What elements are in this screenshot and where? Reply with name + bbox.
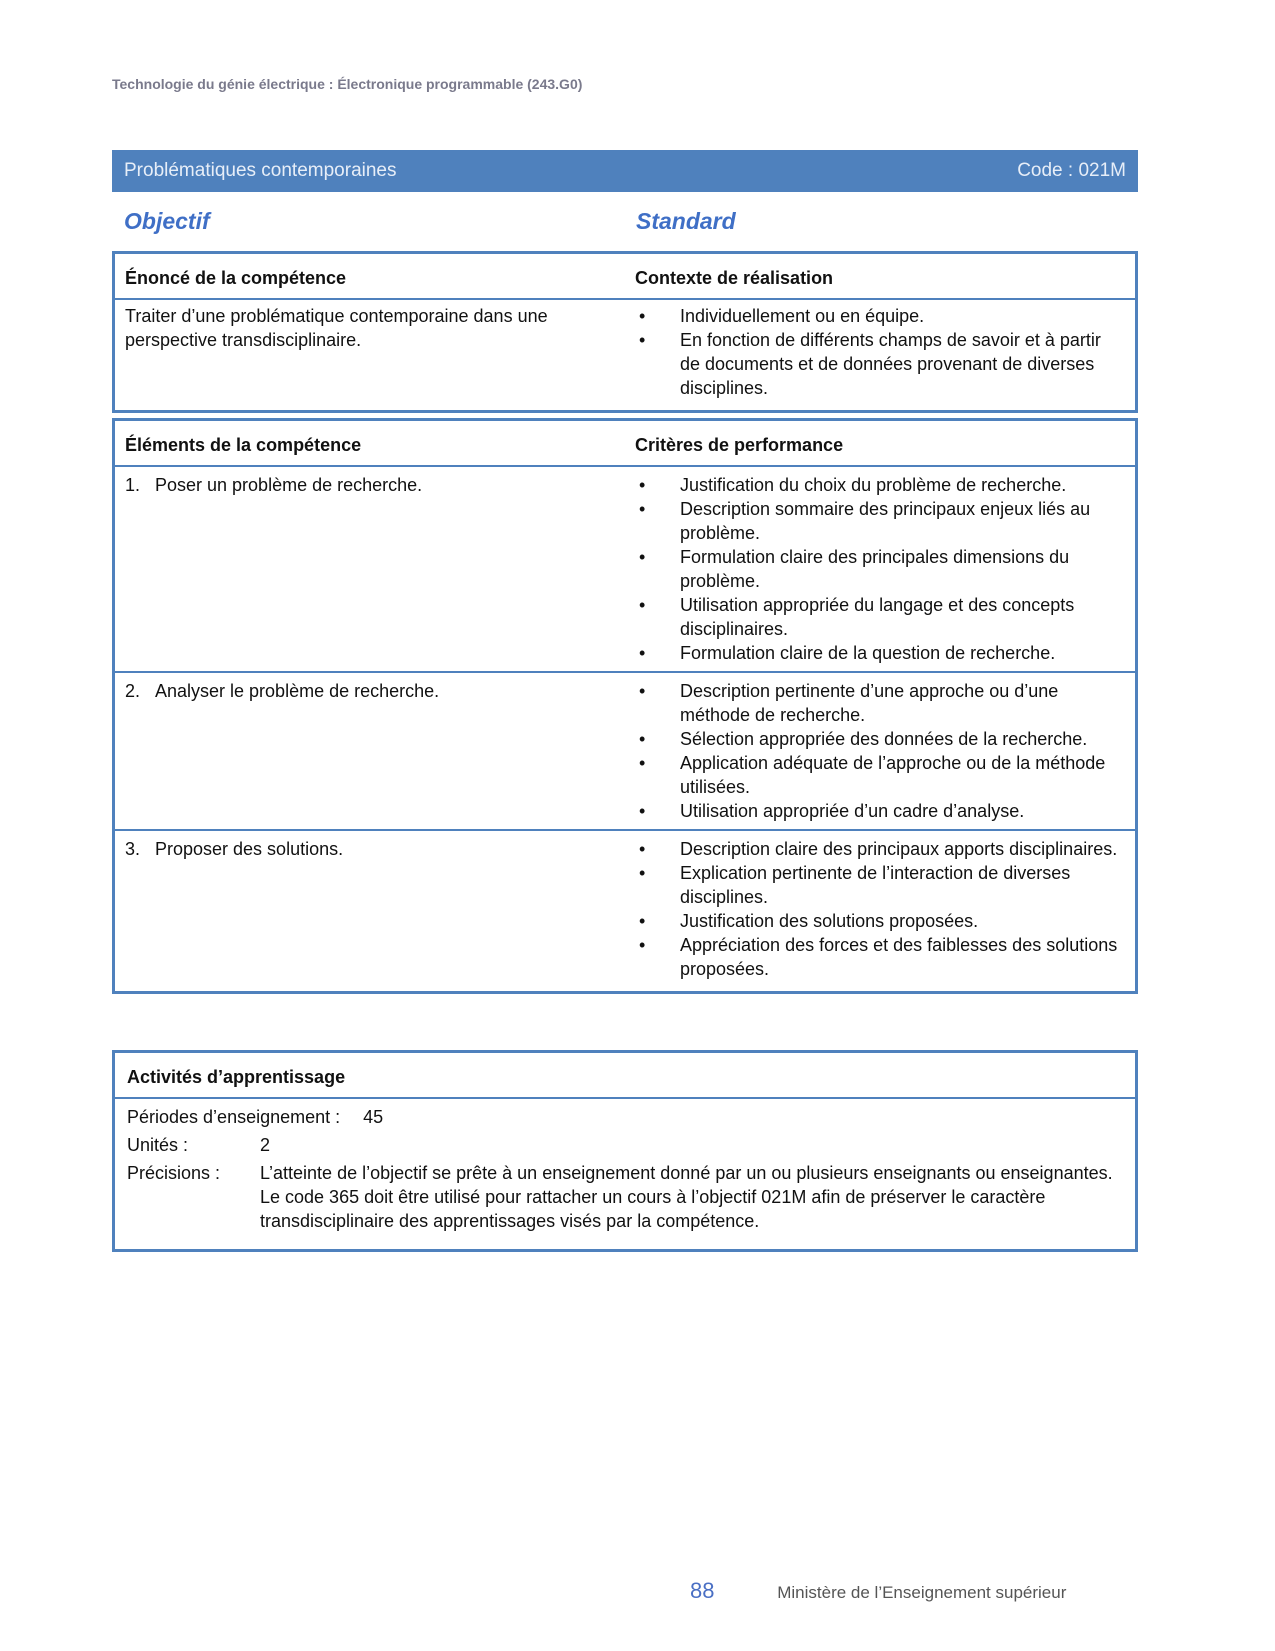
periods-row [127,1105,1123,1129]
criterion-item: • Explication pertinente de l’interaction de diverses disciplines. [635,861,1125,909]
criterion-item: • Description pertinente d’une approche ou d’une méthode de recherche. [635,679,1125,727]
element-row [114,830,1137,993]
activities-title: Activités d’apprentissage [115,1053,1135,1099]
criterion-item: • Utilisation appropriée du langage et des concepts disciplinaires. [635,593,1125,641]
precision-text: L’atteinte de l’objectif se prête à un enseignement donné par un ou plusieurs enseignants ou enseignantes. [260,1163,1113,1183]
running-header: Technologie du génie électrique : Électronique programmable (243.G0) [112,76,583,92]
competence-table [112,251,1138,413]
context-item: • En fonction de différents champs de savoir et à partir de documents et de données provenant de diverses disciplines. [635,328,1125,400]
element-number: 3. [125,839,141,859]
criterion-item: • Appréciation des forces et des faiblesses des solutions proposées. [635,933,1125,981]
periods-value: 45 [363,1107,384,1127]
criteria-list [635,837,1125,981]
competence-code: Code : 021M [1017,160,1126,181]
competence-table-header [114,253,1137,300]
criterion-item: • Justification du choix du problème de recherche. [635,473,1125,497]
criterion-item: • Description sommaire des principaux enjeux liés au problème. [635,497,1125,545]
element-text: Proposer des solutions. [155,839,344,859]
activities-box [112,1050,1138,1252]
section-heads [124,208,1124,235]
precisions-row [127,1161,1123,1233]
criterion-item: • Formulation claire des principales dimensions du problème. [635,545,1125,593]
criterion-item: • Justification des solutions proposées. [635,909,1125,933]
precisions-label: Précisions : [127,1163,221,1183]
criteria-list [635,679,1125,823]
competence-row [114,299,1137,412]
competence-title: Problématiques contemporaines [124,160,397,181]
units-row [127,1133,1123,1157]
page-footer [690,1578,1066,1604]
elements-table-header [114,420,1137,467]
element-number: 1. [125,475,141,495]
statement-header: Énoncé de la compétence [114,253,626,300]
criterion-item: • Description claire des principaux apports disciplinaires. [635,837,1125,861]
units-label: Unités : [127,1135,189,1155]
periods-label: Périodes d’enseignement : [127,1107,341,1127]
elements-table [112,418,1138,994]
page-number: 88 [690,1578,715,1603]
criterion-item: • Formulation claire de la question de recherche. [635,641,1125,665]
element-text: Poser un problème de recherche. [155,475,423,495]
element-row [114,466,1137,672]
competence-statement: Traiter d’une problématique contemporaine dans une perspective transdisciplinaire. [125,306,548,350]
title-bar [112,150,1138,192]
elements-header: Éléments de la compétence [114,420,626,467]
criterion-item: • Sélection appropriée des données de la recherche. [635,727,1125,751]
element-number: 2. [125,681,141,701]
objectif-heading: Objectif [124,208,210,234]
criterion-item: • Utilisation appropriée d’un cadre d’analyse. [635,799,1125,823]
units-value: 2 [260,1135,271,1155]
publisher: Ministère de l’Enseignement supérieur [777,1583,1067,1602]
element-row [114,672,1137,830]
context-list [635,304,1125,400]
standard-heading: Standard [636,208,736,234]
context-item: • Individuellement ou en équipe. [635,304,1125,328]
criteria-list [635,473,1125,665]
criteria-header: Critères de performance [625,420,1137,467]
criterion-item: • Application adéquate de l’approche ou de la méthode utilisées. [635,751,1125,799]
element-text: Analyser le problème de recherche. [155,681,440,701]
context-header: Contexte de réalisation [625,253,1137,300]
precision-text: Le code 365 doit être utilisé pour rattacher un cours à l’objectif 021M afin de préserver le caractère transdisciplinaire des apprentissages visés par la compétence. [260,1187,1046,1231]
